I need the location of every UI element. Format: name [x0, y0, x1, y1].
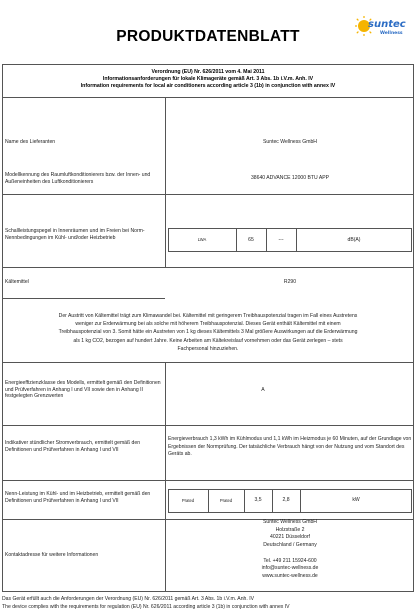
contact-label: Kontaktadresse für weitere Informationen	[5, 552, 99, 558]
contact-line: Holzstraße 2	[275, 526, 305, 533]
consumption-label: Indikativer stündlicher Stromverbrauch, ermittelt gemäß den Definitionen und Prüfverfahren in Anhang I und VII	[5, 440, 141, 453]
contact-line	[168, 550, 412, 558]
power-label: Nenn-Leistung im Kühl- und im Heizbetrieb, ermittelt gemäß den Definitionen und Prüfverfahren in Anhang I und VII	[5, 491, 151, 504]
noise-indoor-value: 65	[248, 237, 254, 243]
page-title: PRODUKTDATENBLATT	[116, 28, 300, 45]
logo-wordmark: suntec	[368, 19, 406, 30]
regulation-line-2: Informationsanforderungen für lokale Klimageräte gemäß Art. 3 Abs. 1b i.V.m. Anh. IV	[102, 76, 314, 82]
efficiency-label: Energieeffizienzklasse des Modells, ermittelt gemäß den Definitionen und Prüfverfahren in Anhang I und VII sowie den in Anhang II festgelegten Grenzwerten	[5, 380, 161, 400]
power-heat-symbol: Prated	[219, 498, 233, 503]
contact-address	[168, 519, 412, 581]
power-cool-symbol: Prated	[181, 498, 195, 503]
noise-symbol: LWA	[197, 237, 207, 242]
consumption-value: Energieverbrauch 1,3 kWh im Kühlmodus und 1,1 kWh im Heizmodus je 60 Minuten, auf der Grundlage von Ergebnissen der Normprüfung. Der tatsächliche Verbrauch hängt von der Nutzung und vom Standort des Geräts ab.	[168, 436, 412, 458]
contact-line: Tel. +49 211 15924-600	[263, 557, 317, 564]
noise-outdoor-value: ---	[278, 237, 284, 243]
contact-line: Deutschland / Germany	[263, 542, 317, 549]
contact-line: www.suntec-wellness.de	[262, 572, 318, 579]
power-cool-value: 3,5	[254, 497, 262, 503]
noise-label: Schallleistungspegel in Innenräumen und im Freien bei Norm-Nennbedingungen im Kühl- und/oder Heizbetrieb	[5, 228, 145, 241]
refrigerant-value: R290	[283, 279, 297, 285]
regulation-line-1: Verordnung (EU) Nr. 626/2011 vom 4. Mai 2011	[151, 69, 265, 75]
efficiency-value: A	[261, 387, 265, 393]
noise-unit: dB(A)	[347, 237, 361, 243]
refrigerant-label: Kältemittel	[5, 279, 29, 285]
logo-subtitle: Wellness	[380, 31, 403, 36]
footer-line-en: The device complies with the requirements for regulation (EU) Nr. 626/2011 according article 3 (1b) in conjunction with annex IV	[2, 603, 290, 610]
regulation-line-3: Information requirements for local air conditioners according article 3 (1b) in conjunction with annex IV	[80, 83, 336, 89]
power-unit: kW	[352, 497, 360, 503]
model-value: 38640 ADVANCE 12000 BTU APP	[250, 175, 330, 181]
footer-note	[2, 596, 414, 611]
refrigerant-note: Der Austritt von Kältemittel trägt zum Klimawandel bei. Kältemittel mit geringerem Treibhauspotenzial tragen im Fall eines Austretens weniger zur Erderwärmung bei als solche mit höherem Treibhauspotenzial. Dieses Gerät enthält Kältemittel mit einem Treibhauspotenzial von 3. Somit hätte ein Austreten von 1 kg dieses Kältemittels 3 Mal größere Auswirkungen auf die Erderwärmung als 1 kg CO2, bezogen auf hundert Jahre. Keine Arbeiten am Kältekreislauf vornehmen oder das Gerät zerlegen – stets Fachpersonal hinzuziehen.	[58, 313, 358, 352]
supplier-value: Suntec Wellness GmbH	[263, 139, 317, 145]
contact-line: info@suntec-wellness.de	[261, 565, 319, 572]
contact-line: Suntec Wellness GmbH	[263, 519, 317, 525]
model-label: Modellkennung des Raumluftkonditionierers bzw. der Innen- und Außeneinheiten des Luftkonditionierers	[5, 172, 151, 185]
contact-line: 40221 Düsseldorf	[270, 534, 310, 541]
supplier-label: Name des Lieferanten	[5, 139, 56, 145]
footer-line-de: Das Gerät erfüllt auch die Anforderungen der Verordnung (EU) Nr. 626/2011 gemäß Art. 3 Abs. 1b i.V.m. Anh. IV	[2, 596, 255, 602]
power-heat-value: 2,8	[282, 497, 290, 503]
